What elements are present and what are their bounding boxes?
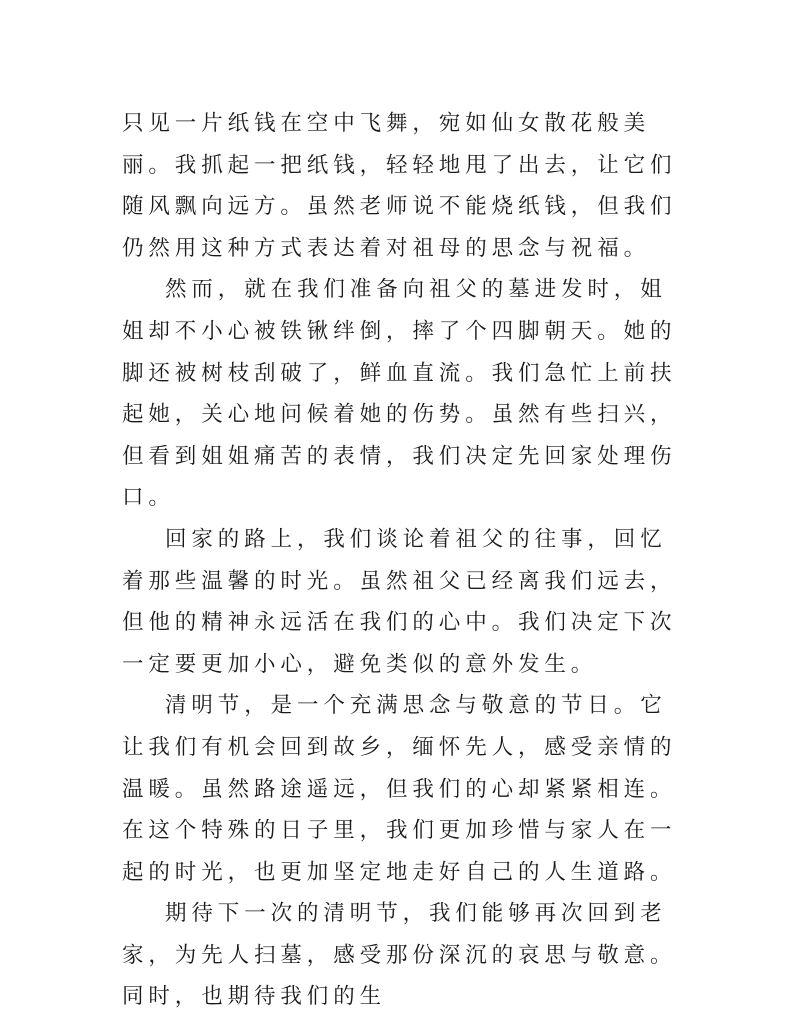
paragraph-qingming-meaning: 清明节，是一个充满思念与敬意的节日。它让我们有机会回到故乡，缅怀先人，感受亲情的温暖。虽然路途遥远，但我们的心却紧紧相连。在这个特殊的日子里，我们更加珍惜与家人在一起的时光，也更加坚定地走好自己的人生道路。	[122, 693, 677, 885]
paragraph-paper-money: 只见一片纸钱在空中飞舞，宛如仙女散花般美丽。我抓起一把纸钱，轻轻地甩了出去，让它们随风飘向远方。虽然老师说不能烧纸钱，但我们仍然用这种方式表达着对祖母的思念与祝福。	[122, 111, 677, 261]
document-page	[122, 103, 692, 1018]
paragraph-sister-fall: 然而，就在我们准备向祖父的墓进发时，姐姐却不小心被铁锹绊倒，摔了个四脚朝天。她的脚还被树枝刮破了，鲜血直流。我们急忙上前扶起她，关心地问候着她的伤势。虽然有些扫兴，但看到姐姐痛苦的表情，我们决定先回家处理伤口。	[122, 277, 677, 511]
paragraph-looking-forward: 期待下一次的清明节，我们能够再次回到老家，为先人扫墓，感受那份深沉的哀思与敬意。同时，也期待我们的生	[122, 901, 677, 1010]
paragraph-way-home: 回家的路上，我们谈论着祖父的往事，回忆着那些温馨的时光。虽然祖父已经离我们远去，但他的精神永远活在我们的心中。我们决定下次一定要更加小心，避免类似的意外发生。	[122, 526, 677, 677]
